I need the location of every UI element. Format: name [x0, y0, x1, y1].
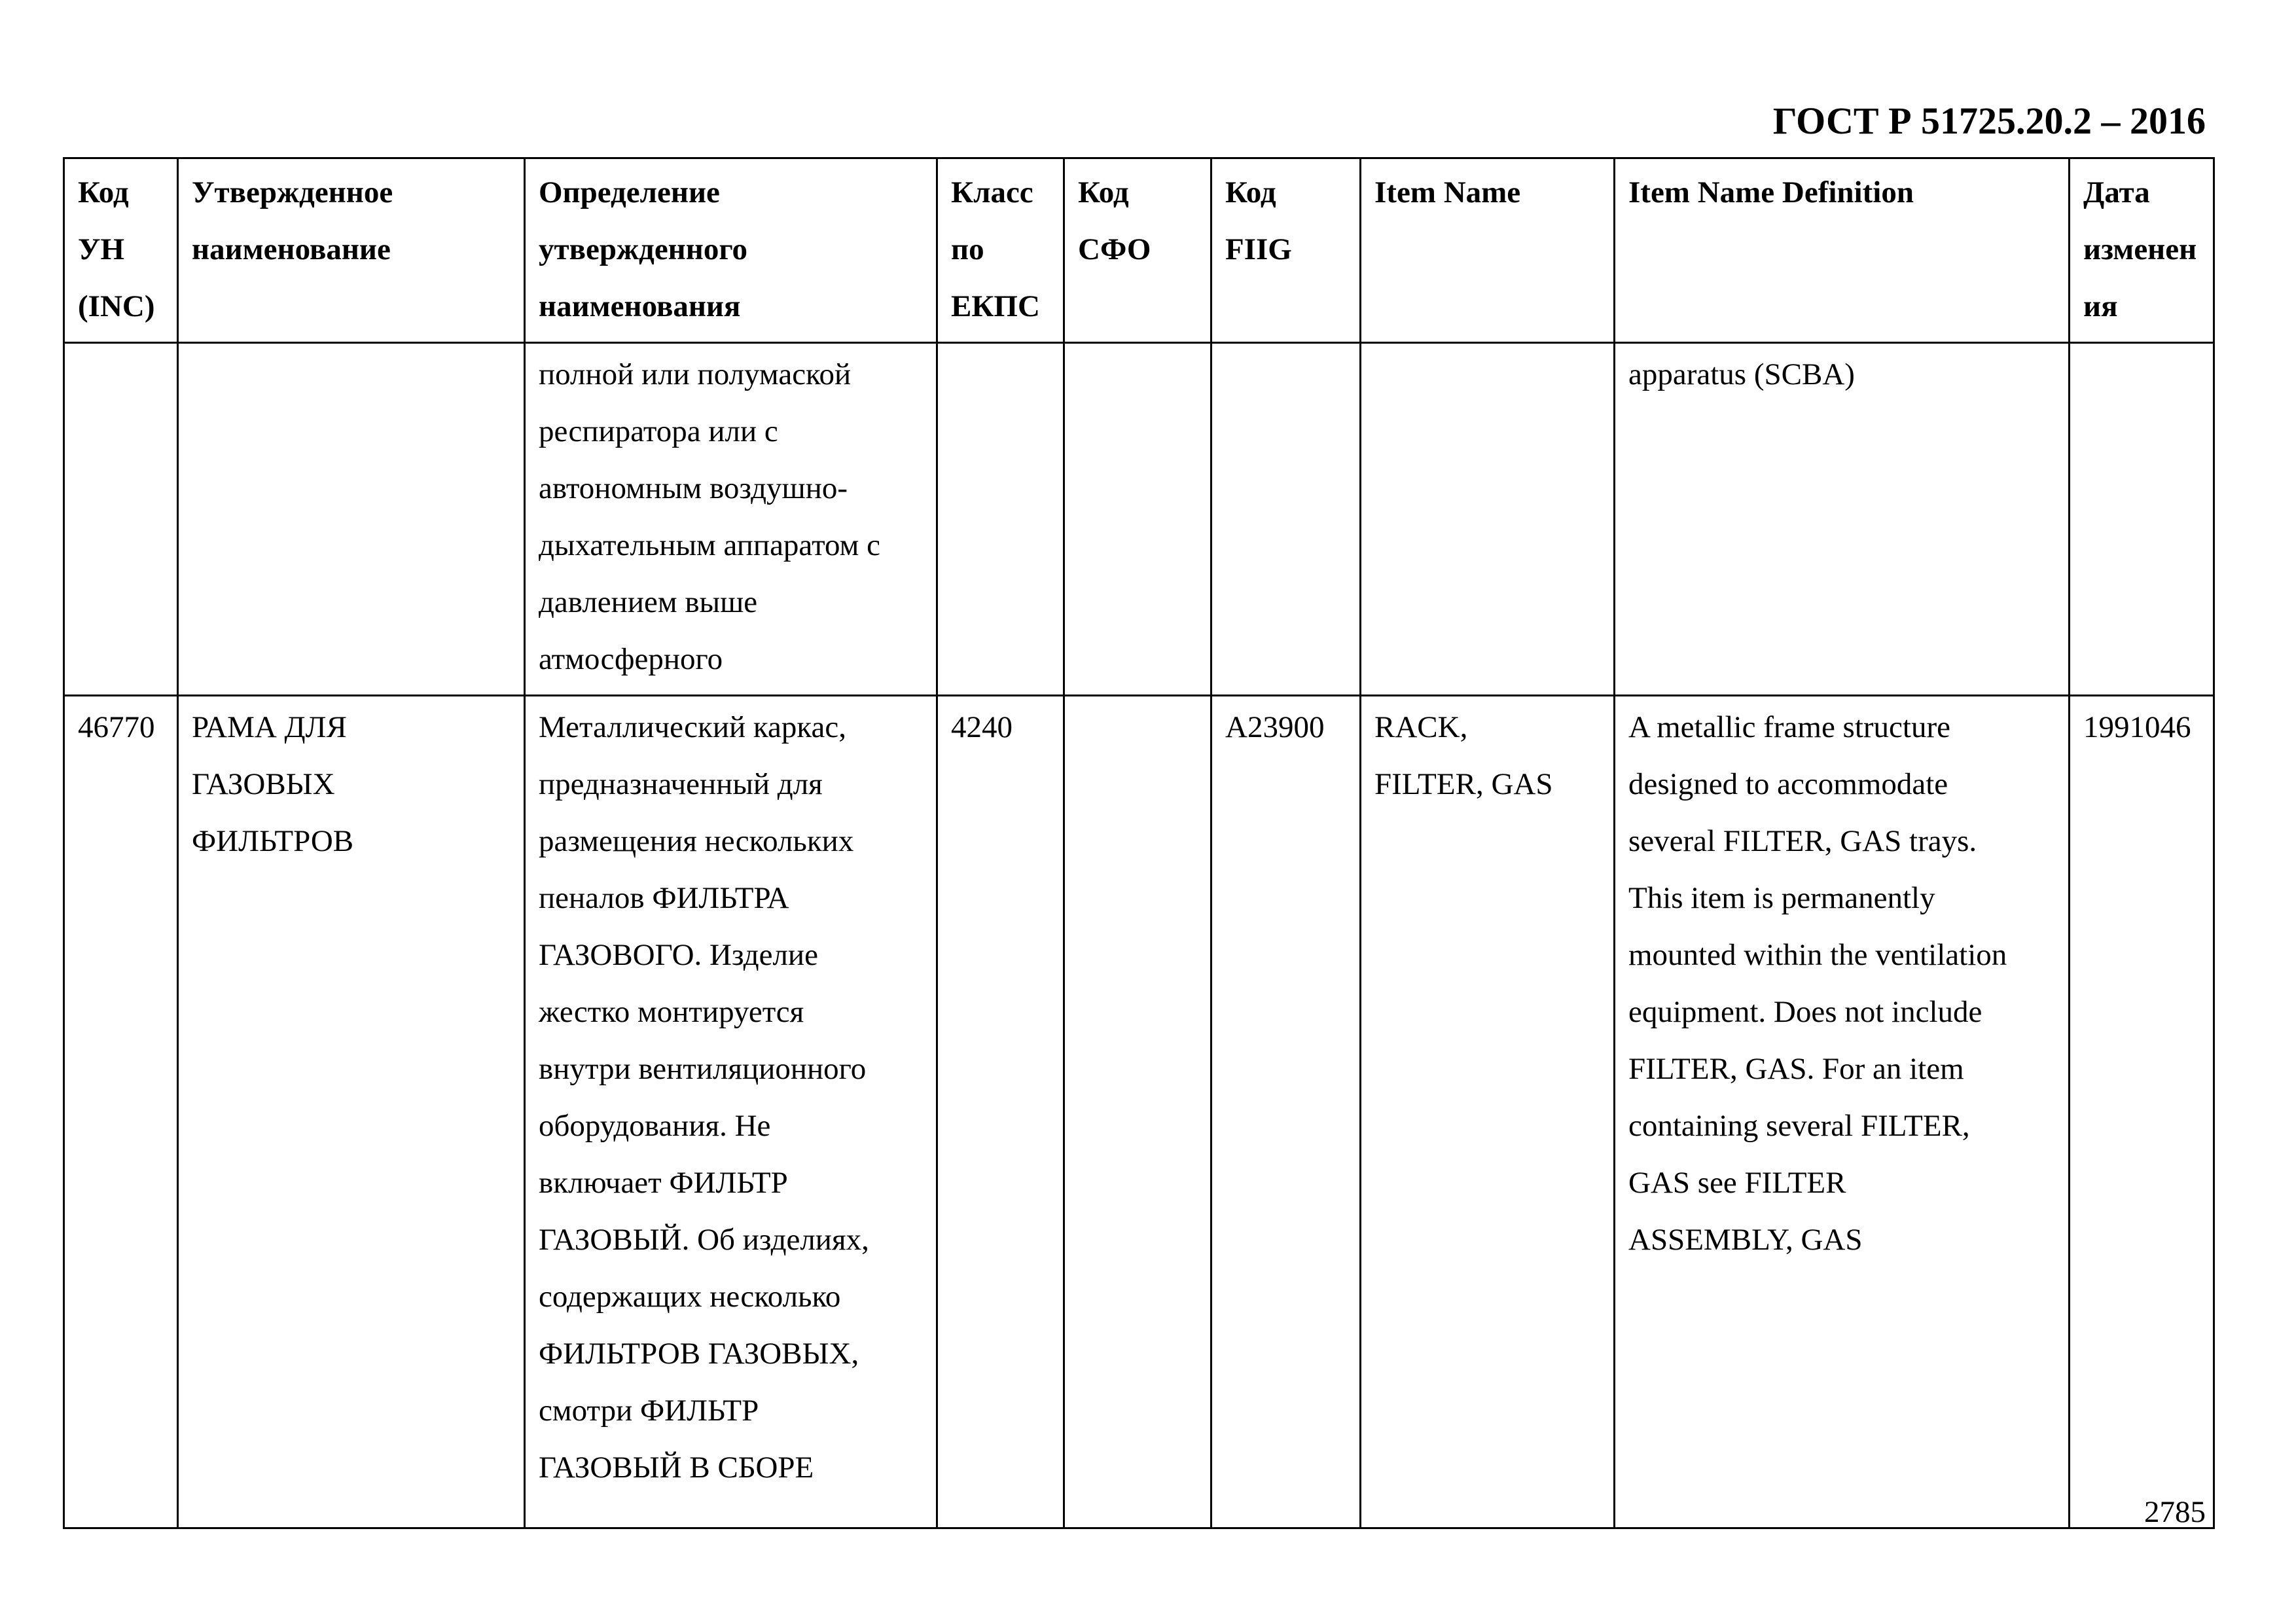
- cell-approved-name: РАМА ДЛЯ ГАЗОВЫХ ФИЛЬТРОВ: [178, 696, 525, 1528]
- cell-item-name: RACK, FILTER, GAS: [1361, 696, 1615, 1528]
- cell-ekps-class: [937, 343, 1064, 696]
- column-header-sfo-code: Код СФО: [1064, 158, 1211, 343]
- cell-fiig-code: A23900: [1211, 696, 1361, 1528]
- column-header-fiig-code: Код FIIG: [1211, 158, 1361, 343]
- column-header-approved-name: Утвержденное наименование: [178, 158, 525, 343]
- document-standard-header: ГОСТ Р 51725.20.2 – 2016: [1772, 99, 2206, 142]
- column-header-change-date: Дата изменен ия: [2070, 158, 2214, 343]
- cell-inc-code: [64, 343, 178, 696]
- table-header-row: [64, 158, 2214, 343]
- cell-sfo-code: [1064, 696, 1211, 1528]
- table-row: [64, 696, 2214, 1528]
- column-header-name-definition: Определение утвержденного наименования: [525, 158, 937, 343]
- cell-item-name: [1361, 343, 1615, 696]
- column-header-ekps-class: Класс по ЕКПС: [937, 158, 1064, 343]
- cell-inc-code: 46770: [64, 696, 178, 1528]
- cell-ekps-class: 4240: [937, 696, 1064, 1528]
- cell-approved-name: [178, 343, 525, 696]
- table-row: [64, 343, 2214, 696]
- cell-change-date: 1991046: [2070, 696, 2214, 1528]
- page-number: 2785: [2144, 1495, 2206, 1529]
- cell-fiig-code: [1211, 343, 1361, 696]
- item-catalog-table: [63, 157, 2215, 1529]
- cell-item-name-definition: A metallic frame structure designed to accommodate several FILTER, GAS trays. This item is permanently mounted within the ventilation equipment. Does not include FILTER, GAS. For an item containing several FILTER, GAS see FILTER ASSEMBLY, GAS: [1615, 696, 2070, 1528]
- cell-name-definition: Металлический каркас, предназначенный для размещения нескольких пеналов ФИЛЬТРА ГАЗОВОГО. Изделие жестко монтируется внутри вентиляционного оборудования. Не включает ФИЛЬТР ГАЗОВЫЙ. Об изделиях, содержащих несколько ФИЛЬТРОВ ГАЗОВЫХ, смотри ФИЛЬТР ГАЗОВЫЙ В СБОРЕ: [525, 696, 937, 1528]
- column-header-item-name-definition: Item Name Definition: [1615, 158, 2070, 343]
- column-header-item-name: Item Name: [1361, 158, 1615, 343]
- column-header-inc-code: Код УН (INC): [64, 158, 178, 343]
- cell-item-name-definition: apparatus (SCBA): [1615, 343, 2070, 696]
- cell-name-definition: полной или полумаской респиратора или с автономным воздушно- дыхательным аппаратом с давлением выше атмосферного: [525, 343, 937, 696]
- cell-change-date: [2070, 343, 2214, 696]
- cell-sfo-code: [1064, 343, 1211, 696]
